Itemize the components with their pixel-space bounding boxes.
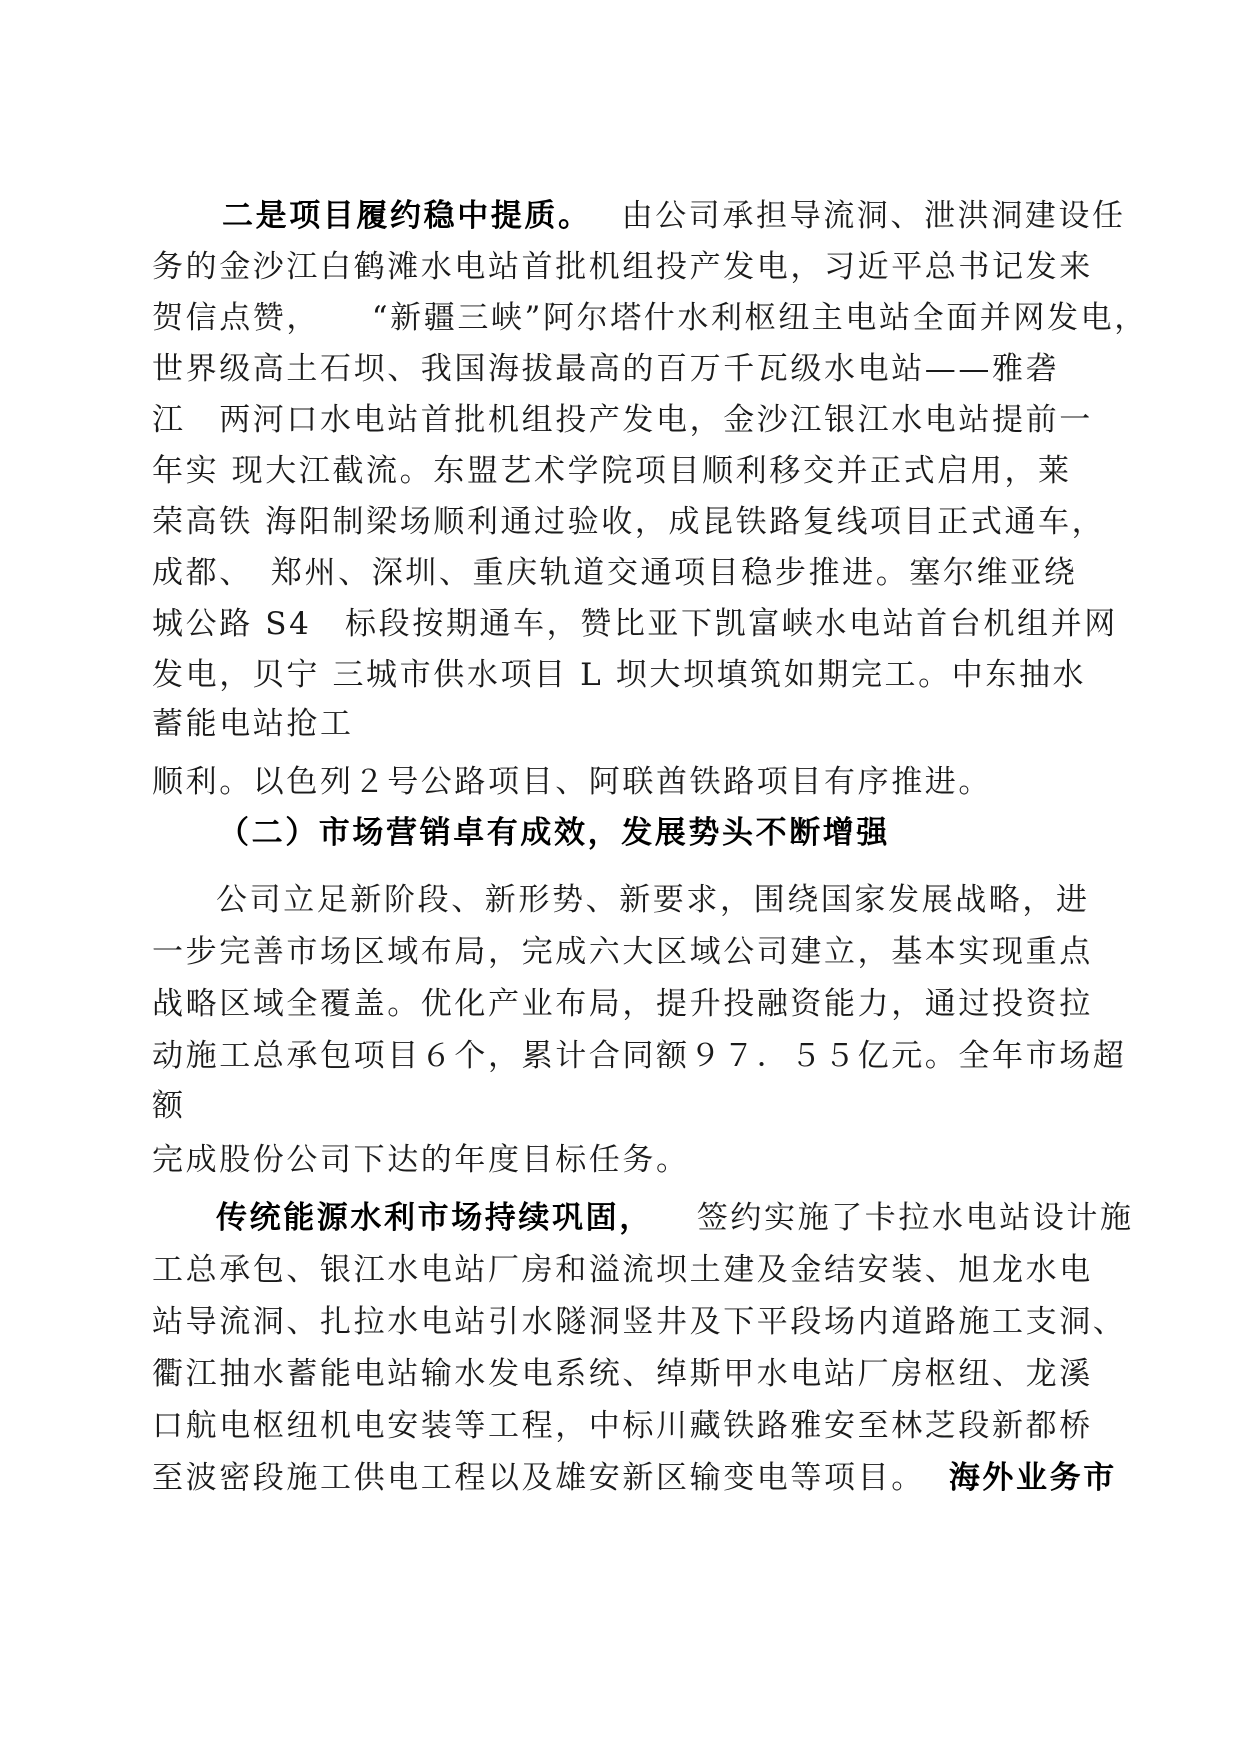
paragraph-line: 动施工总承包项目６个，累计合同额９７．５５亿元。全年市场超 xyxy=(152,1038,1127,1074)
text-run: 至波密段施工供电工程以及雄安新区输变电等项目。 xyxy=(152,1460,925,1496)
paragraph-line xyxy=(152,1458,1117,1498)
paragraph-line: 口航电枢纽机电安装等工程，中标川藏铁路雅安至林芝段新都桥 xyxy=(152,1408,1093,1444)
paragraph-line: 公司立足新阶段、新形势、新要求，围绕国家发展战略，进 xyxy=(216,882,1090,918)
paragraph-line: 额 xyxy=(152,1088,186,1124)
text-run: 由公司承担导流洞、泄洪洞建设任 xyxy=(621,198,1126,234)
paragraph-line xyxy=(222,196,1126,236)
paragraph-line: 顺利。以色列２号公路项目、阿联酋铁路项目有序推进。 xyxy=(152,764,992,800)
paragraph-line: 成都、 郑州、深圳、重庆轨道交通项目稳步推进。塞尔维亚绕 xyxy=(152,555,1078,591)
paragraph-line: 发电，贝宁 三城市供水项目 L 坝大坝填筑如期完工。中东抽水 xyxy=(152,657,1087,693)
paragraph-line: 蓄能电站抢工 xyxy=(152,706,354,742)
paragraph-line xyxy=(216,1198,1134,1238)
paragraph-line: 贺信点赞， “新疆三峡”阿尔塔什水利枢纽主电站全面并网发电， xyxy=(152,300,1148,336)
paragraph-line: 荣高铁 海阳制梁场顺利通过验收，成昆铁路复线项目正式通车， xyxy=(152,504,1106,540)
text-run: 签约实施了卡拉水电站设计施 xyxy=(696,1200,1134,1236)
paragraph-line: 完成股份公司下达的年度目标任务。 xyxy=(152,1142,690,1178)
paragraph-line: 世界级高土石坝、我国海拔最高的百万千瓦级水电站——雅砻 xyxy=(152,351,1060,387)
paragraph-line: 江 两河口水电站首批机组投产发电，金沙江银江水电站提前一 xyxy=(152,402,1093,438)
bold-lead-phrase: 海外业务市 xyxy=(948,1460,1117,1496)
paragraph-line: 一步完善市场区域布局，完成六大区域公司建立，基本实现重点 xyxy=(152,934,1093,970)
paragraph-line: 衢江抽水蓄能电站输水发电系统、绰斯甲水电站厂房枢纽、龙溪 xyxy=(152,1356,1093,1392)
paragraph-line: 工总承包、银江水电站厂房和溢流坝土建及金结安装、旭龙水电 xyxy=(152,1252,1093,1288)
paragraph-line: 务的金沙江白鹤滩水电站首批机组投产发电，习近平总书记发来 xyxy=(152,249,1093,285)
paragraph-line: 站导流洞、扎拉水电站引水隧洞竖井及下平段场内道路施工支洞、 xyxy=(152,1304,1127,1340)
bold-lead-phrase: 传统能源水利市场持续巩固， xyxy=(216,1200,653,1236)
paragraph-line: 年实 现大江截流。东盟艺术学院项目顺利移交并正式启用，莱 xyxy=(152,453,1072,489)
paragraph-line: 城公路 S4 标段按期通车，赞比亚下凯富峡水电站首台机组并网 xyxy=(152,606,1118,642)
section-heading: （二）市场营销卓有成效，发展势头不断增强 xyxy=(218,815,890,851)
bold-lead-phrase: 二是项目履约稳中提质。 xyxy=(222,198,592,234)
paragraph-line: 战略区域全覆盖。优化产业布局，提升投融资能力，通过投资拉 xyxy=(152,986,1093,1022)
